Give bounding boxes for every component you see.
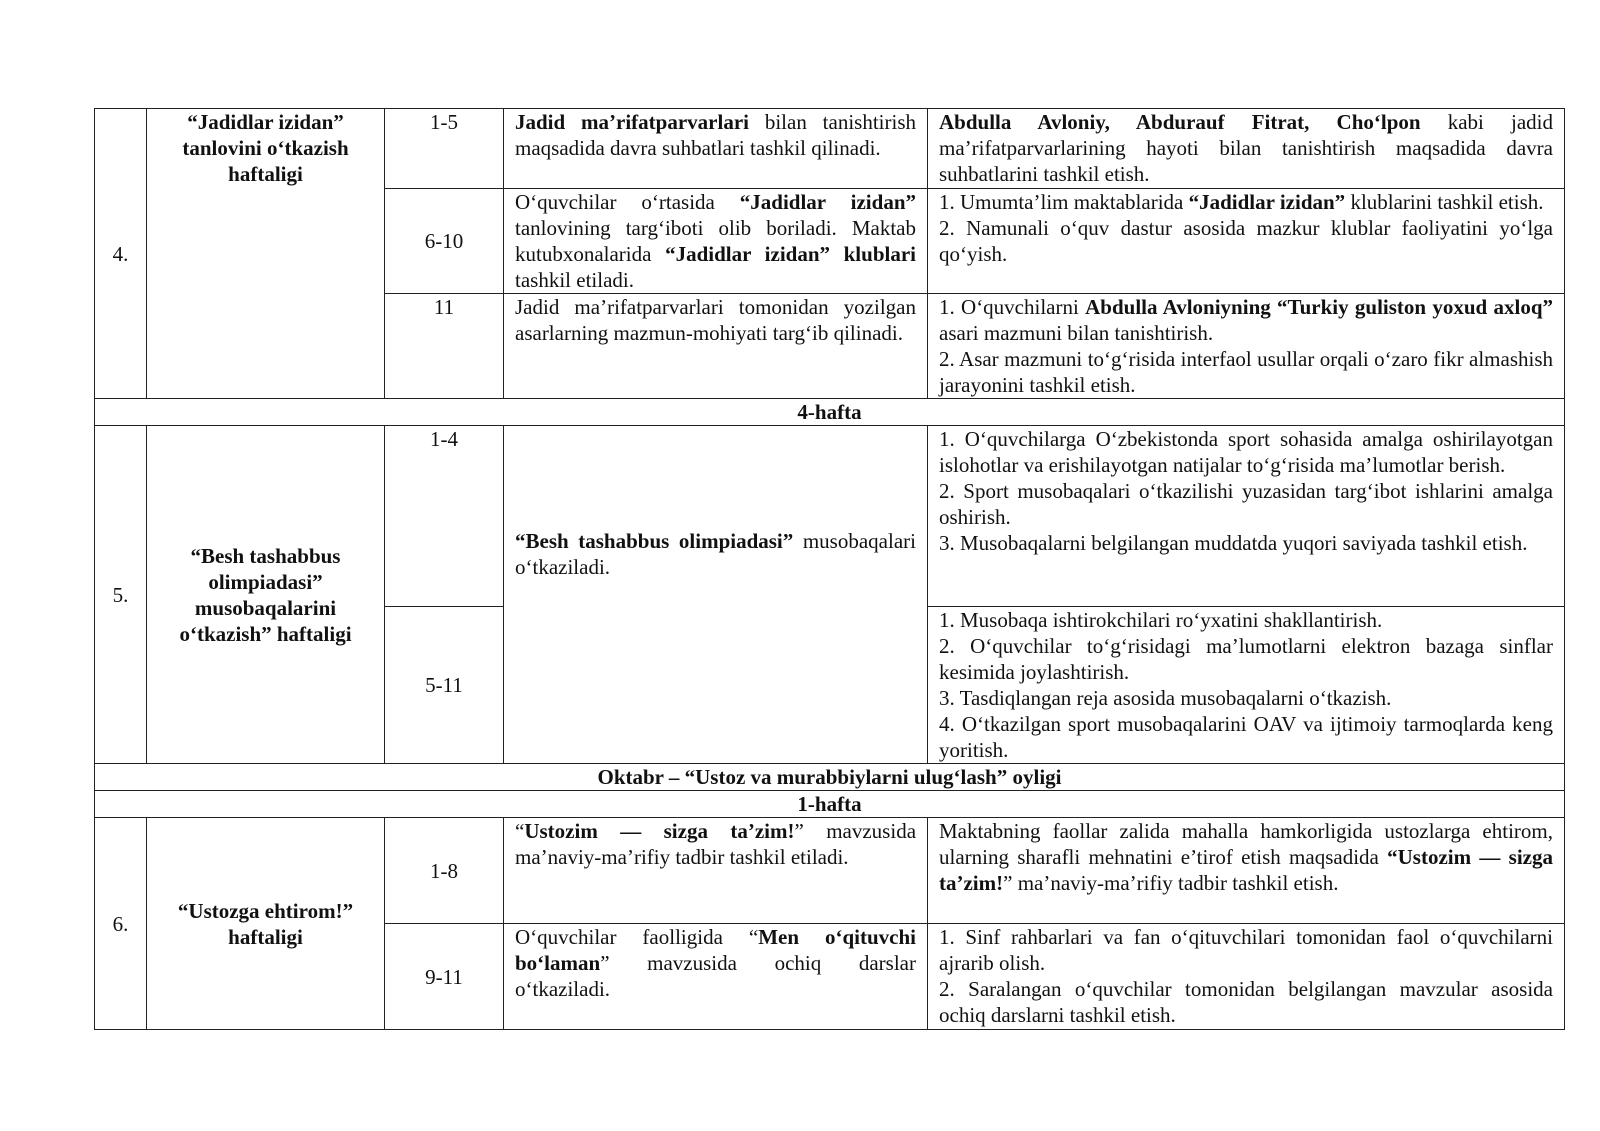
grade-range: 9-11	[385, 924, 504, 1030]
section-row	[95, 791, 1565, 818]
section-row	[95, 399, 1565, 426]
table-row	[95, 426, 1565, 607]
row-number: 4.	[95, 109, 147, 399]
detail-cell: 1. O‘quvchilarni Abdulla Avloniyning “Turkiy guliston yoxud axloq” asari mazmuni bilan tanishtirish. 2. Asar mazmuni to‘g‘risida interfaol usullar orqali o‘zaro fikr almashish jarayonini tashkil etish.	[928, 294, 1565, 399]
detail-cell: 1. Musobaqa ishtirokchilari ro‘yxatini shakllantirish. 2. O‘quvchilar to‘g‘risidagi ma’lumotlarni elektron bazaga sinflar kesimida joylashtirish. 3. Tasdiqlangan reja asosida musobaqalarni o‘tkazish. 4. O‘tkazilgan sport musobaqalarini OAV va ijtimoiy tarmoqlarda keng yoritish.	[928, 607, 1565, 764]
week-heading: 1-hafta	[95, 791, 1565, 818]
detail-cell: Abdulla Avloniy, Abdurauf Fitrat, Cho‘lpon kabi jadid ma’rifatparvarlarining hayoti bilan tanishtirish maqsadida davra suhbatlarini tashkil etish.	[928, 109, 1565, 189]
activity-cell: Jadid ma’rifatparvarlari bilan tanishtirish maqsadida davra suhbatlari tashkil qilinadi.	[504, 109, 928, 189]
activity-cell: “Ustozim — sizga ta’zim!” mavzusida ma’naviy-ma’rifiy tadbir tashkil etiladi.	[504, 818, 928, 924]
activity-cell: O‘quvchilar o‘rtasida “Jadidlar izidan” tanlovining targ‘iboti olib boriladi. Maktab kutubxonalarida “Jadidlar izidan” klublari tashkil etiladi.	[504, 189, 928, 294]
plan-table	[94, 108, 1565, 1030]
activity-cell: Jadid ma’rifatparvarlari tomonidan yozilgan asarlarning mazmun-mohiyati targ‘ib qilinadi.	[504, 294, 928, 399]
activity-cell: “Besh tashabbus olimpiadasi” musobaqalari o‘tkaziladi.	[504, 426, 928, 764]
table-row	[95, 109, 1565, 189]
detail-cell: 1. O‘quvchilarga O‘zbekistonda sport sohasida amalga oshirilayotgan islohotlar va erishilayotgan natijalar to‘g‘risida ma’lumotlar berish. 2. Sport musobaqalari o‘tkazilishi yuzasidan targ‘ibot ishlarini amalga oshirish. 3. Musobaqalarni belgilangan muddatda yuqori saviyada tashkil etish.	[928, 426, 1565, 607]
week-heading: 4-hafta	[95, 399, 1565, 426]
grade-range: 11	[385, 294, 504, 399]
grade-range: 6-10	[385, 189, 504, 294]
month-heading: Oktabr – “Ustoz va murabbiylarni ulug‘lash” oyligi	[95, 764, 1565, 791]
event-title: “Ustozga ehtirom!” haftaligi	[147, 818, 385, 1030]
detail-cell: 1. Sinf rahbarlari va fan o‘qituvchilari tomonidan faol o‘quvchilarni ajrarib olish. 2. Saralangan o‘quvchilar tomonidan belgilangan mavzular asosida ochiq darslarni tashkil etish.	[928, 924, 1565, 1030]
grade-range: 1-8	[385, 818, 504, 924]
event-title: “Besh tashabbus olimpiadasi” musobaqalarini o‘tkazish” haftaligi	[147, 426, 385, 764]
row-number: 6.	[95, 818, 147, 1030]
grade-range: 1-5	[385, 109, 504, 189]
grade-range: 5-11	[385, 607, 504, 764]
table-row	[95, 818, 1565, 924]
event-title: “Jadidlar izidan” tanlovini o‘tkazish haftaligi	[147, 109, 385, 399]
row-number: 5.	[95, 426, 147, 764]
grade-range: 1-4	[385, 426, 504, 607]
section-row	[95, 764, 1565, 791]
document-page	[94, 108, 1564, 1030]
activity-cell: O‘quvchilar faolligida “Men o‘qituvchi bo‘laman” mavzusida ochiq darslar o‘tkaziladi.	[504, 924, 928, 1030]
detail-cell: 1. Umumta’lim maktablarida “Jadidlar izidan” klublarini tashkil etish. 2. Namunali o‘quv dastur asosida mazkur klublar faoliyatini yo‘lga qo‘yish.	[928, 189, 1565, 294]
detail-cell: Maktabning faollar zalida mahalla hamkorligida ustozlarga ehtirom, ularning sharafli mehnatini e’tirof etish maqsadida “Ustozim — sizga ta’zim!” ma’naviy-ma’rifiy tadbir tashkil etish.	[928, 818, 1565, 924]
